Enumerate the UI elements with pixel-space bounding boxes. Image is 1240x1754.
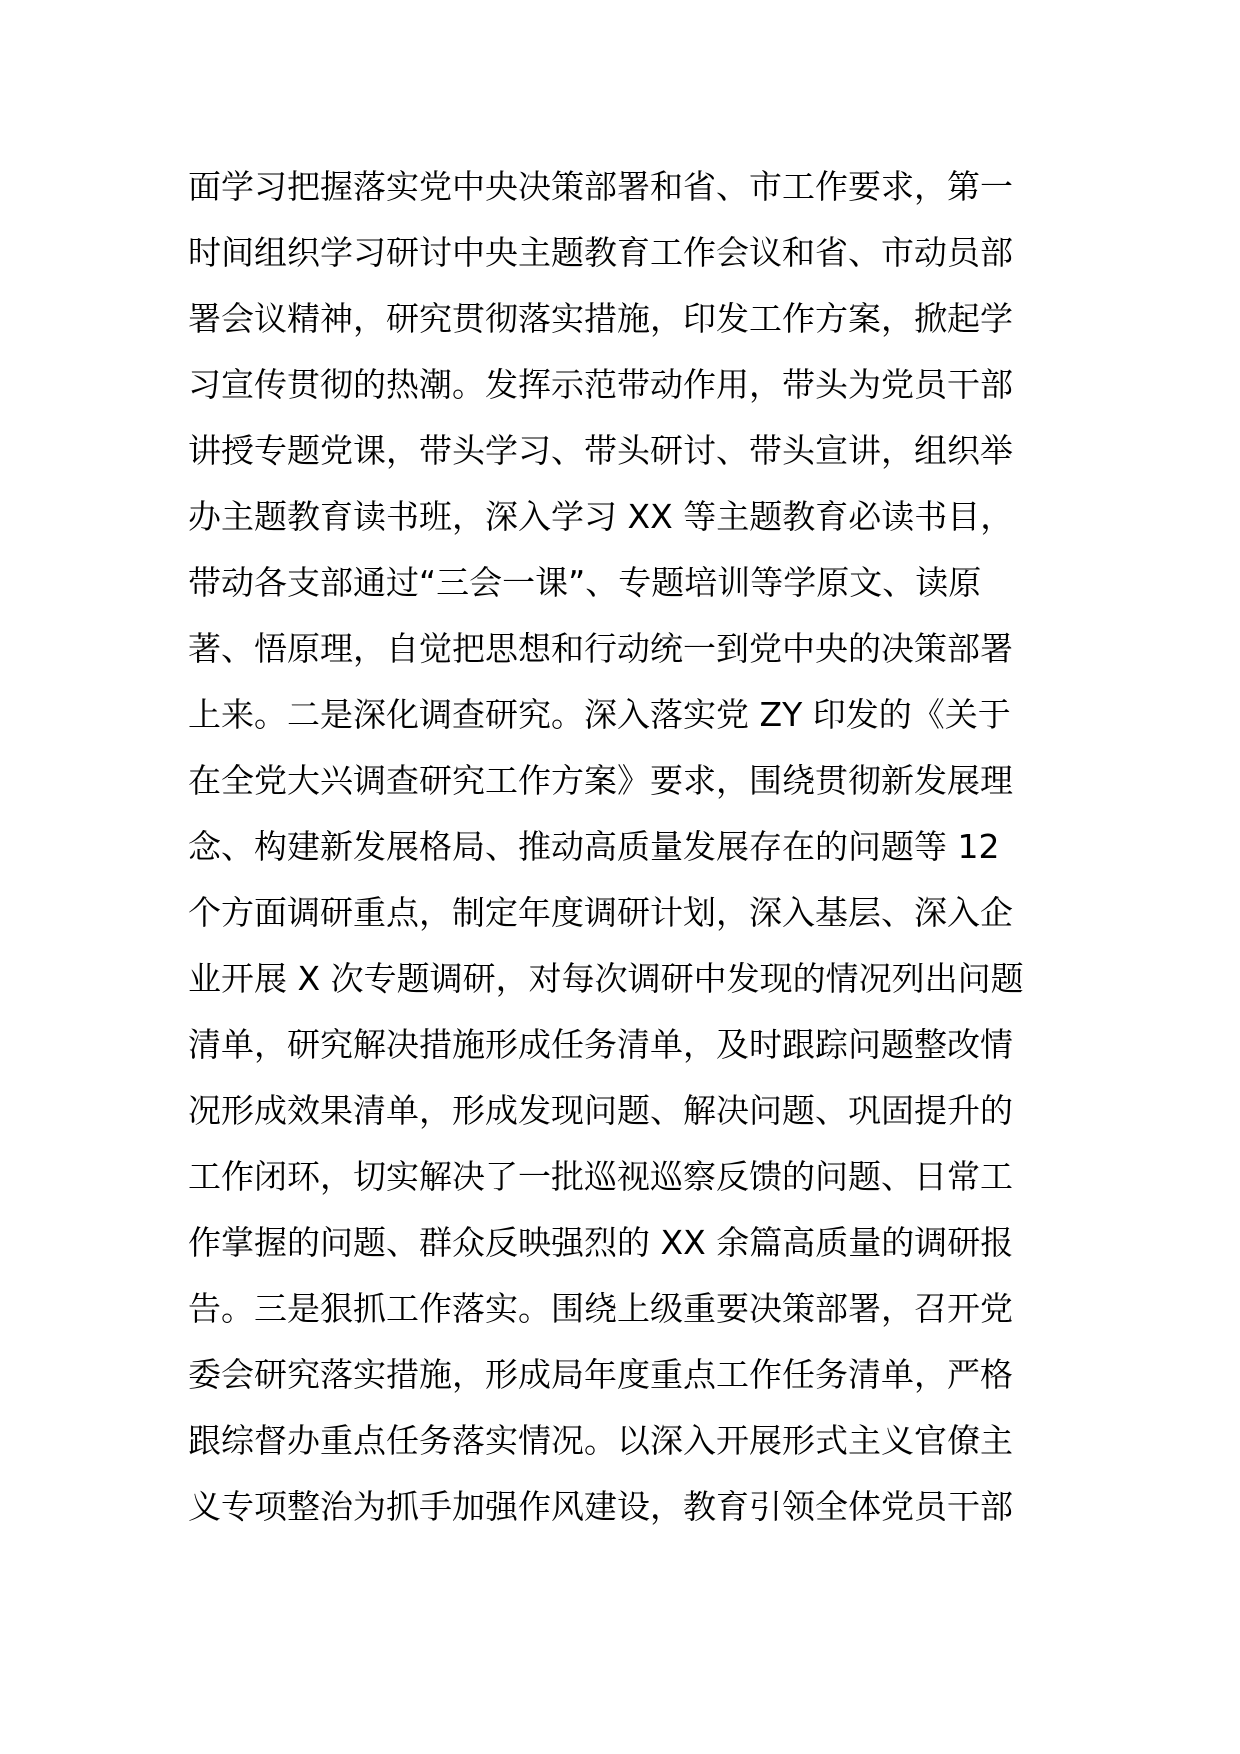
text-line: 清单，研究解决措施形成任务清单，及时跟踪问题整改情 <box>188 1028 1013 1064</box>
text-line: 面学习把握落实党中央决策部署和省、市工作要求，第一 <box>188 170 1013 206</box>
text-line: 跟综督办重点任务落实情况。以深入开展形式主义官僚主 <box>188 1424 1013 1460</box>
text-line: 义专项整治为抓手加强作风建设，教育引领全体党员干部 <box>188 1490 1013 1526</box>
body-text <box>188 170 1058 1556</box>
text-line: 告。三是狠抓工作落实。围绕上级重要决策部署，召开党 <box>188 1292 1013 1328</box>
text-line: 作掌握的问题、群众反映强烈的 XX 余篇高质量的调研报 <box>188 1226 1014 1262</box>
text-line: 时间组织学习研讨中央主题教育工作会议和省、市动员部 <box>188 236 1013 272</box>
text-line: 习宣传贯彻的热潮。发挥示范带动作用，带头为党员干部 <box>188 368 1013 404</box>
text-line: 念、构建新发展格局、推动高质量发展存在的问题等 12 <box>188 830 1000 866</box>
text-line: 业开展 X 次专题调研，对每次调研中发现的情况列出问题 <box>188 962 1024 998</box>
text-line: 在全党大兴调查研究工作方案》要求，围绕贯彻新发展理 <box>188 764 1013 800</box>
text-line: 讲授专题党课，带头学习、带头研讨、带头宣讲，组织举 <box>188 434 1013 470</box>
text-line: 个方面调研重点，制定年度调研计划，深入基层、深入企 <box>188 896 1013 932</box>
text-line: 办主题教育读书班，深入学习 XX 等主题教育必读书目， <box>188 500 1014 536</box>
text-line: 带动各支部通过“三会一课”、专题培训等学原文、读原 <box>188 566 982 602</box>
text-line: 署会议精神，研究贯彻落实措施，印发工作方案，掀起学 <box>188 302 1013 338</box>
text-line: 委会研究落实措施，形成局年度重点工作任务清单，严格 <box>188 1358 1013 1394</box>
text-line: 工作闭环，切实解决了一批巡视巡察反馈的问题、日常工 <box>188 1160 1013 1196</box>
text-line: 著、悟原理，自觉把思想和行动统一到党中央的决策部署 <box>188 632 1013 668</box>
text-line: 况形成效果清单，形成发现问题、解决问题、巩固提升的 <box>188 1094 1013 1130</box>
text-line: 上来。二是深化调查研究。深入落实党 ZY 印发的《关于 <box>188 698 1011 734</box>
